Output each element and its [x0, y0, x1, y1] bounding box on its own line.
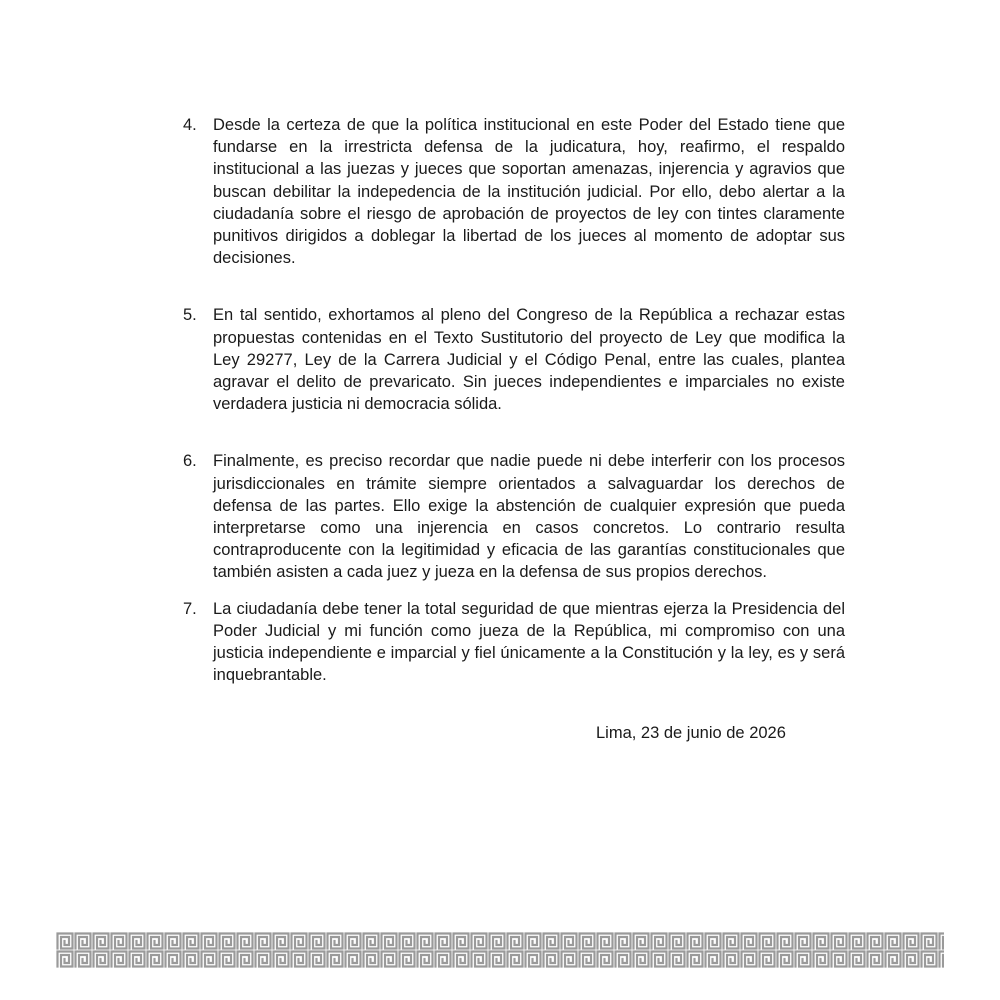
item-number: 4.	[183, 116, 197, 134]
item-text: En tal sentido, exhortamos al pleno del Congreso de la República a rechazar estas propuestas contenidas en el Texto Sustitutorio del proyecto de Ley que modifica la Ley 29277, Ley de la Carrera Judicial y el Código Penal, entre las cuales, plantea agravar el delito de prevaricato. Sin jueces independientes e imparciales no existe verdadera justicia ni democracia sólida.	[213, 306, 845, 414]
item-number: 7.	[183, 599, 197, 618]
item-text: La ciudadanía debe tener la total seguridad de que mientras ejerza la Presidencia del Poder Judicial y mi función como jueza de la República, mi compromiso con una justicia independiente e imparcial y fiel únicamente a la Constitución y la ley, es y será inquebrantable.	[213, 599, 845, 685]
item-text: Finalmente, es preciso recordar que nadie puede ni debe interferir con los procesos jurisdiccionales en trámite siempre orientados a salvaguardar los derechos de defensa de las partes. Ello exige la abstención de cualquier expresión que pueda interpretarse como una injerencia en casos concretos. Lo contrario resulta contraproducente con la legitimidad y eficacia de las garantías constitucionales que también asisten a cada juez y jueza en la defensa de sus propios derechos.	[213, 452, 845, 582]
item-text: Desde la certeza de que la política institucional en este Poder del Estado tiene que fundarse en la irrestricta defensa de la judicatura, hoy, reafirmo, el respaldo institucional a las juezas y jueces que soportan amenazas, injerencia y agravios que buscan debilitar la indepedencia de la institución judicial. Por ello, debo alertar a la ciudadanía sobre el riesgo de aprobación de proyectos de ley con tintes claramente punitivos dirigidos a doblegar la libertad de los jueces al momento de adoptar sus decisiones.	[213, 116, 845, 268]
numbered-item-5	[183, 304, 845, 415]
greek-key-border-icon	[56, 932, 944, 968]
place-date: Lima, 23 de junio de 2026	[596, 724, 786, 742]
numbered-item-7	[183, 598, 845, 687]
document-body	[183, 114, 845, 721]
numbered-item-4	[183, 114, 845, 269]
item-number: 6.	[183, 452, 197, 471]
item-number: 5.	[183, 306, 197, 325]
numbered-item-6	[183, 450, 845, 583]
